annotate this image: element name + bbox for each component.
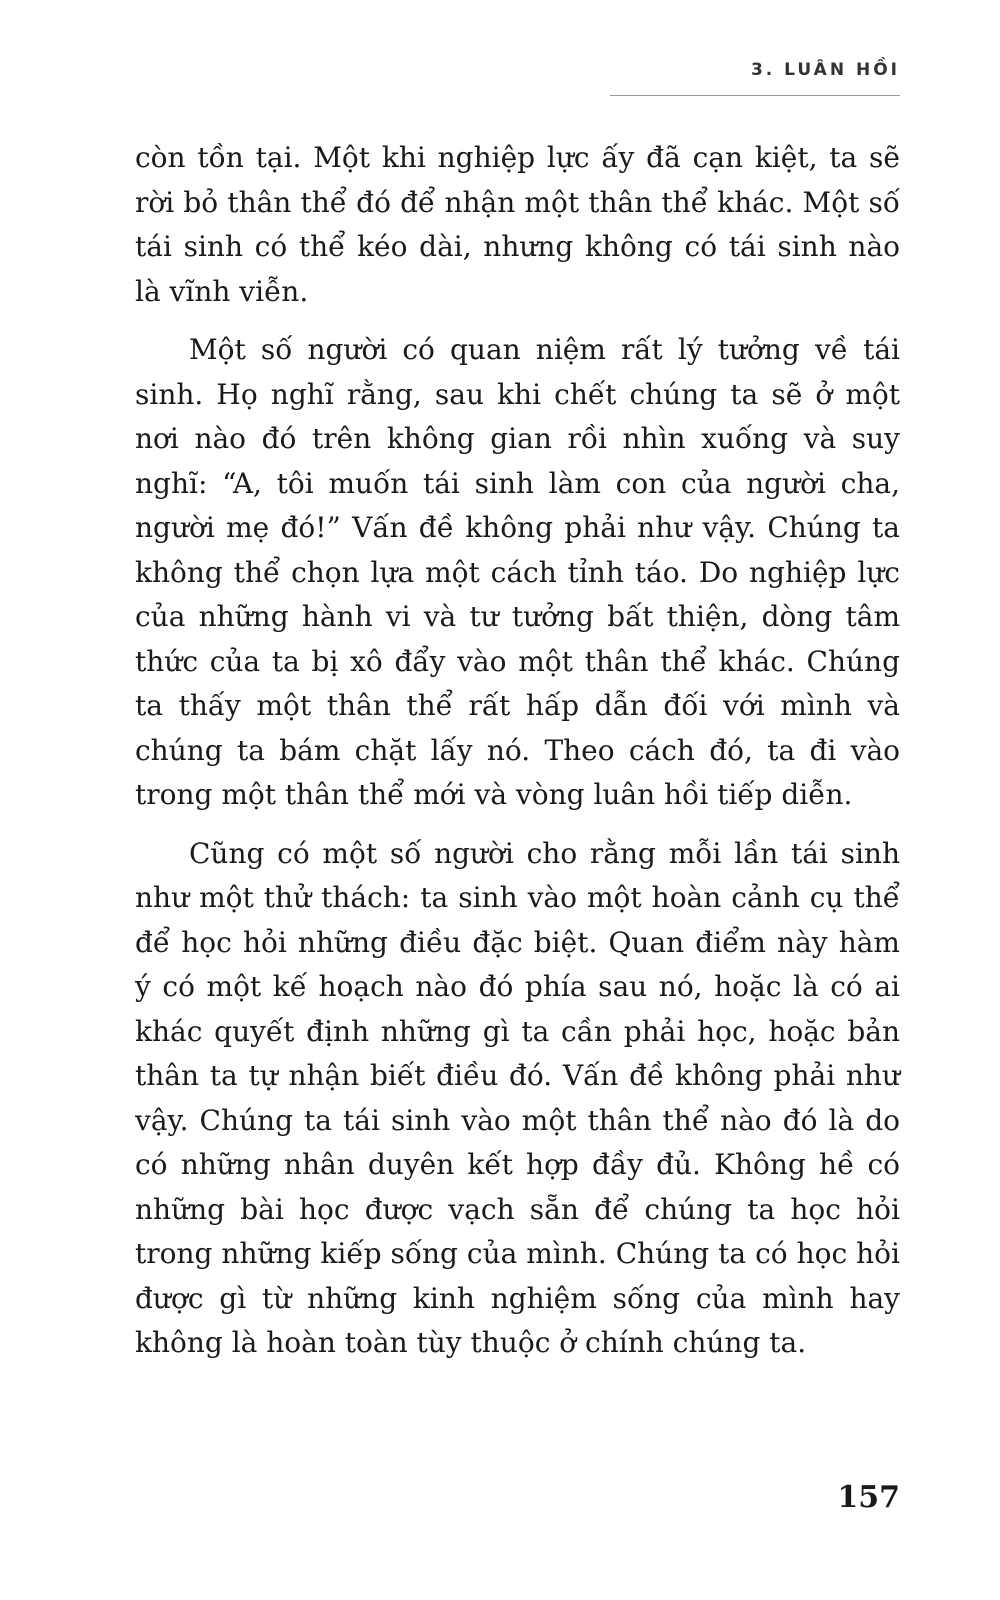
page-number: 157: [837, 1480, 900, 1515]
paragraph-continued: còn tồn tại. Một khi nghiệp lực ấy đã cạn kiệt, ta sẽ rời bỏ thân thể đó để nhận một thân thể khác. Một số tái sinh có thể kéo dài, nhưng không có tái sinh nào là vĩnh viễn.: [135, 141, 900, 308]
running-header-chapter-title: 3. LUÂN HỒI: [750, 60, 900, 80]
body-text: [135, 136, 900, 1380]
paragraph: Cũng có một số người cho rằng mỗi lần tái sinh như một thử thách: ta sinh vào một hoàn cảnh cụ thể để học hỏi những điều đặc biệt. Quan điểm này hàm ý có một kế hoạch nào đó phía sau nó, hoặc là có ai khác quyết định những gì ta cần phải học, hoặc bản thân ta tự nhận biết điều đó. Vấn đề không phải như vậy. Chúng ta tái sinh vào một thân thể nào đó là do có những nhân duyên kết hợp đầy đủ. Không hề có những bài học được vạch sẵn để chúng ta học hỏi trong những kiếp sống của mình. Chúng ta có học hỏi được gì từ những kinh nghiệm sống của mình hay không là hoàn toàn tùy thuộc ở chính chúng ta.: [135, 836, 900, 1359]
paragraph: Một số người có quan niệm rất lý tưởng về tái sinh. Họ nghĩ rằng, sau khi chết chúng ta sẽ ở một nơi nào đó trên không gian rồi nhìn xuống và suy nghĩ: “A, tôi muốn tái sinh làm con của người cha, người mẹ đó!” Vấn đề không phải như vậy. Chúng ta không thể chọn lựa một cách tỉnh táo. Do nghiệp lực của những hành vi và tư tưởng bất thiện, dòng tâm thức của ta bị xô đẩy vào một thân thể khác. Chúng ta thấy một thân thể rất hấp dẫn đối với mình và chúng ta bám chặt lấy nó. Theo cách đó, ta đi vào trong một thân thể mới và vòng luân hồi tiếp diễn.: [135, 333, 900, 811]
header-rule: [610, 95, 900, 96]
